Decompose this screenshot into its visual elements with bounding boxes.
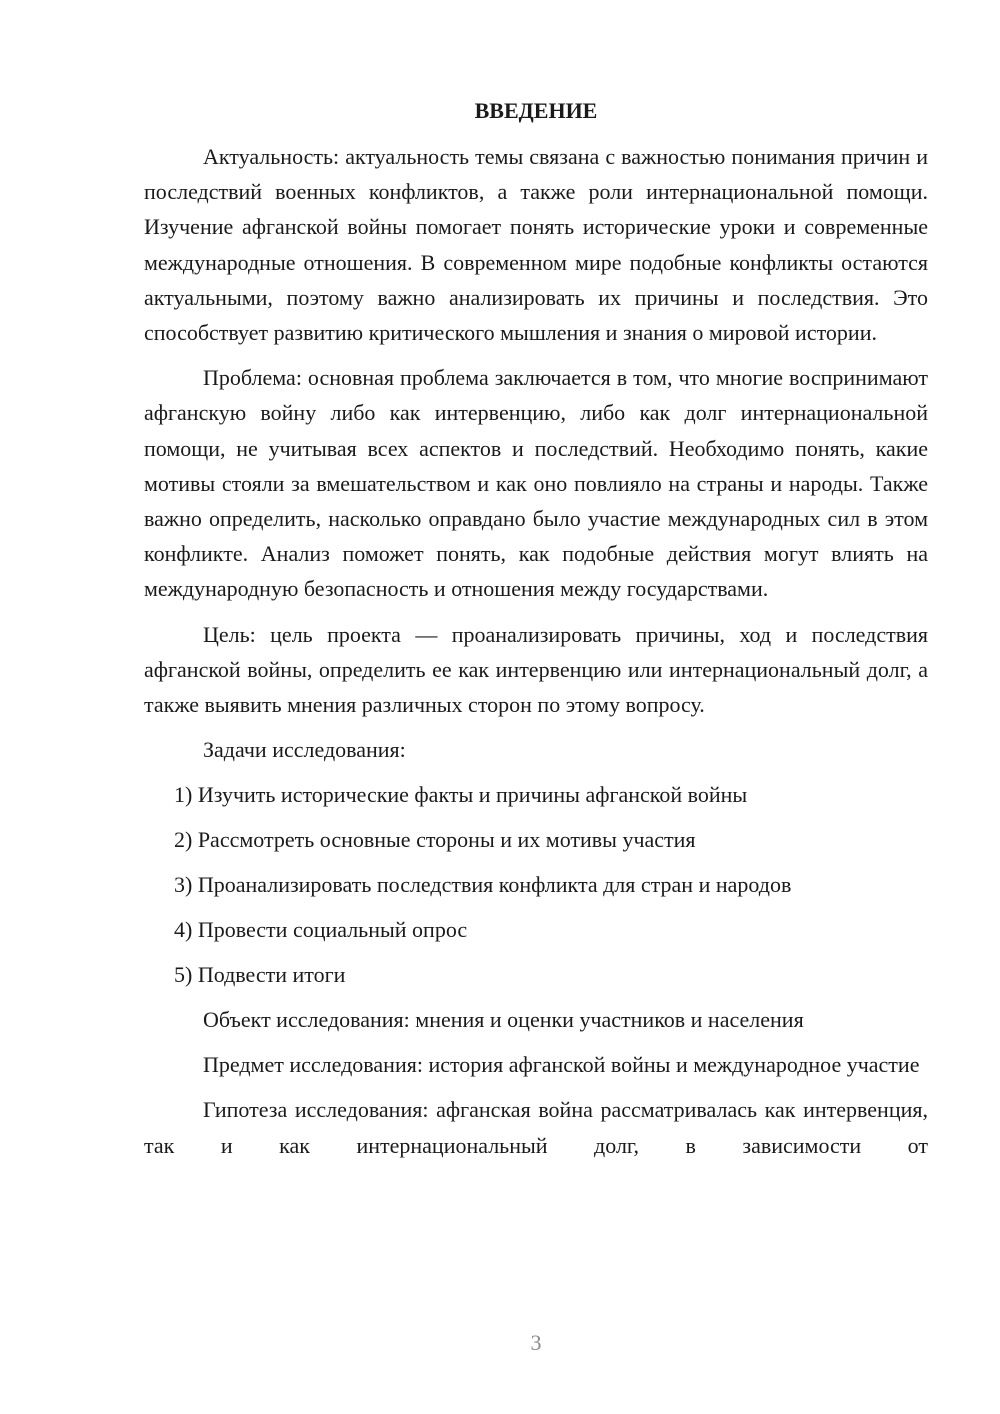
paragraph-relevance: Актуальность: актуальность темы связана с важностью понимания причин и последствий военных конфликтов, а также роли интернациональной помощи. Изучение афганской войны помогает понять исторические уроки и современные международные отношения. В современном мире подобные конфликты остаются актуальными, поэтому важно анализировать их причины и последствия. Это способствует развитию критического мышления и знания о мировой истории. xyxy=(144,144,928,346)
section-heading: ВВЕДЕНИЕ xyxy=(474,98,598,123)
paragraph-hypothesis: Гипотеза исследования: афганская война рассматривалась как интервенция, так и как интернациональный долг, в зависимости от xyxy=(144,1097,928,1158)
tasks-title: Задачи исследования: xyxy=(203,737,406,763)
list-item: 1) Изучить исторические факты и причины афганской войны xyxy=(174,782,748,808)
list-item: 2) Рассмотреть основные стороны и их мотивы участия xyxy=(174,827,696,853)
paragraph-object: Объект исследования: мнения и оценки участников и населения xyxy=(203,1007,804,1033)
page-number: 3 xyxy=(530,1330,542,1355)
list-item: 5) Подвести итоги xyxy=(174,962,346,988)
paragraph-subject: Предмет исследования: история афганской войны и международное участие xyxy=(203,1052,920,1078)
list-item: 3) Проанализировать последствия конфликта для стран и народов xyxy=(174,872,792,898)
list-item: 4) Провести социальный опрос xyxy=(174,917,468,943)
paragraph-problem: Проблема: основная проблема заключается в том, что многие воспринимают афганскую войну либо как интервенцию, либо как долг интернациональной помощи, не учитывая всех аспектов и последствий. Необходимо понять, какие мотивы стояли за вмешательством и как оно повлияло на страны и народы. Также важно определить, насколько оправдано было участие международных сил в этом конфликте. Анализ поможет понять, как подобные действия могут влиять на международную безопасность и отношения между государствами. xyxy=(144,365,928,602)
paragraph-goal: Цель: цель проекта — проанализировать причины, ход и последствия афганской войны, определить ее как интервенцию или интернациональный долг, а также выявить мнения различных сторон по этому вопросу. xyxy=(144,621,928,718)
page-content xyxy=(144,96,928,1173)
tasks-list xyxy=(144,777,928,1002)
